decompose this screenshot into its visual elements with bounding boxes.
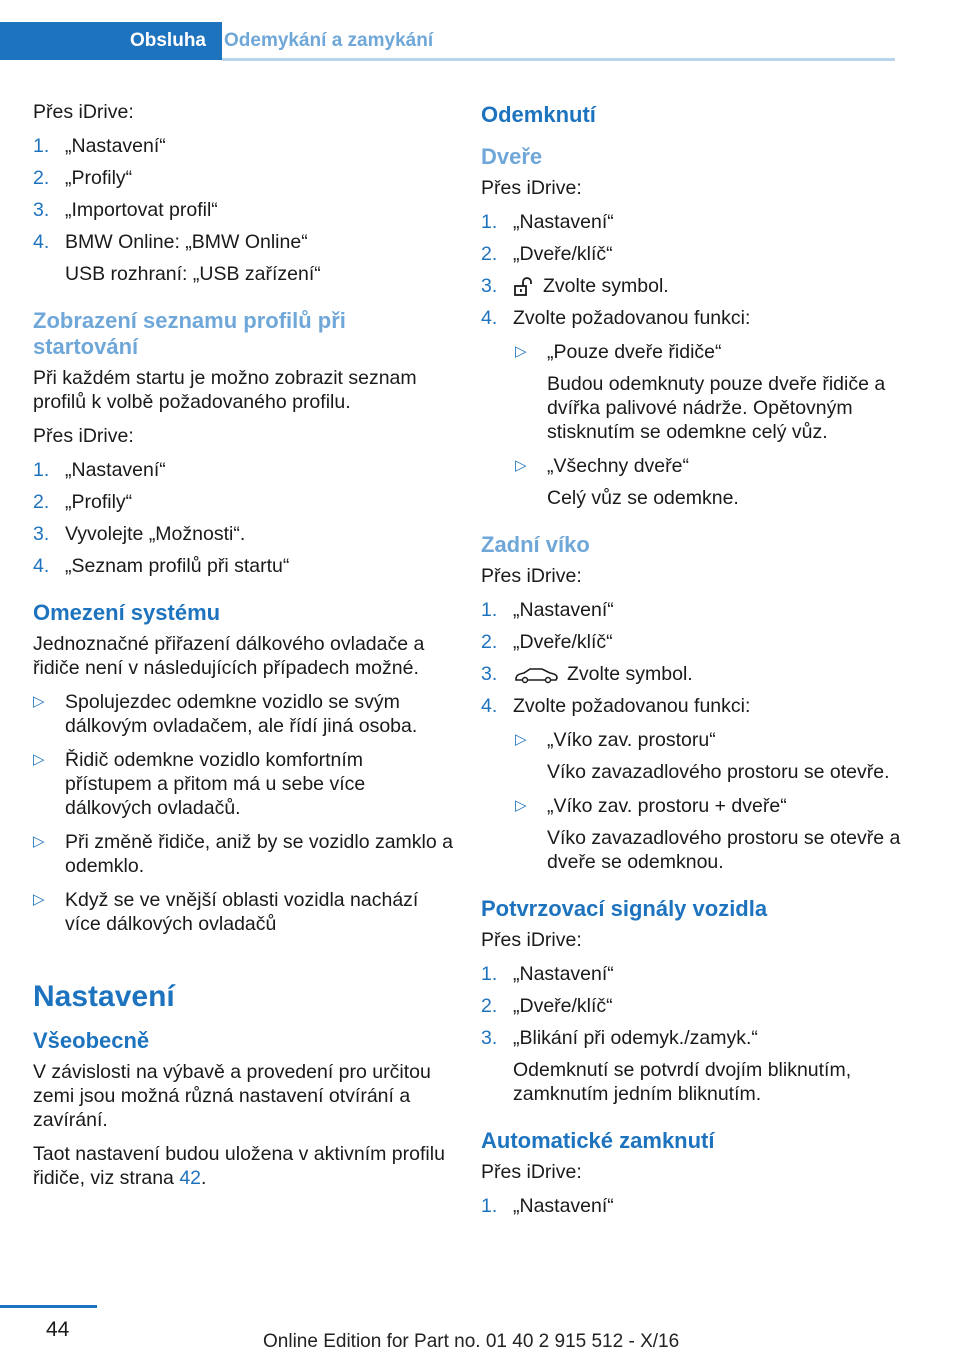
heading-doors: Dveře — [481, 144, 543, 169]
tab-obsluha[interactable] — [0, 22, 222, 60]
right-column — [481, 100, 901, 1228]
list-item: 3. „Blikání při odemyk./zamyk.“ Odemknutí se potvrdí dvojím bliknutím, zamknutím jedním bliknutím. — [481, 1026, 901, 1106]
triangle-bullet-icon: ▷ — [515, 343, 527, 360]
heading-limits: Omezení systému — [33, 600, 221, 625]
list-item: 3. Zvolte symbol. — [481, 275, 669, 297]
list-item: ▷ „Všechny dveře“ Celý vůz se odemkne. — [515, 455, 739, 509]
list-item: ▷ „Pouze dveře řidiče“ Budou odemknuty pouze dveře řidiče a dvířka palivové nádrže. Opětovným stisknutím se odemkne celý vůz. — [515, 341, 886, 443]
list-item: 2. „Dveře/klíč“ — [481, 243, 613, 265]
paragraph: Jednoznačné přiřazení dálkového ovladače a řidiče není v následujících případech možné. — [33, 633, 425, 679]
paragraph: V závislosti na výbavě a provedení pro určitou zemi jsou možná různá nastavení otvírání a zavírání. — [33, 1061, 431, 1131]
list-item: 2. „Dveře/klíč“ — [481, 631, 613, 653]
steps-list — [33, 458, 453, 578]
heading-tailgate: Zadní víko — [481, 532, 590, 557]
triangle-bullet-icon: ▷ — [33, 693, 45, 710]
triangle-bullet-icon: ▷ — [33, 833, 45, 850]
steps-list — [33, 134, 453, 286]
list-item: 1. „Nastavení“ — [481, 599, 614, 621]
heading-unlock: Odemknutí — [481, 102, 596, 127]
list-item: 4. Zvolte požadovanou funkci: — [481, 307, 751, 329]
list-item: ▷ Při změně řidiče, aniž by se vozidlo zamklo a odemklo. — [33, 831, 453, 877]
steps-list — [481, 962, 901, 1106]
list-item: 1. „Nastavení“ — [481, 1195, 614, 1217]
list-item: 1. „Nastavení“ — [481, 211, 614, 233]
paragraph: Přes iDrive: — [481, 1161, 582, 1183]
header-tabs — [0, 0, 895, 60]
list-item: 1. „Nastavení“ — [33, 459, 166, 481]
page-number: 44 — [46, 1318, 70, 1341]
paragraph: Přes iDrive: — [481, 565, 582, 587]
list-item: 1. „Nastavení“ — [481, 963, 614, 985]
list-item: 2. „Profily“ — [33, 491, 133, 513]
bullet-list — [515, 728, 901, 874]
steps-list — [481, 210, 901, 330]
page-number-rule — [0, 1305, 97, 1308]
paragraph: Taot nastavení budou uložena v aktivním profilu řidiče, viz strana 42. — [33, 1143, 445, 1189]
list-item: 2. „Profily“ — [33, 167, 133, 189]
list-item: ▷ Když se ve vnější oblasti vozidla nachází více dálkových ovladačů — [33, 889, 419, 935]
list-item: 2. „Dveře/klíč“ — [481, 995, 613, 1017]
list-sub: USB rozhraní: „USB zařízení“ — [65, 263, 321, 285]
tab-underline — [222, 58, 895, 61]
triangle-bullet-icon: ▷ — [33, 751, 45, 768]
heading-settings: Nastavení — [33, 980, 175, 1013]
heading-profiles: Zobrazení seznamu profilů při startování — [33, 308, 346, 359]
list-item: 3. „Importovat profil“ — [33, 199, 218, 221]
page-link[interactable]: 42 — [179, 1167, 202, 1189]
list-item: 3. Vyvolejte „Možnosti“. — [33, 523, 246, 545]
triangle-bullet-icon: ▷ — [515, 731, 527, 748]
steps-list — [481, 598, 901, 718]
list-item: ▷ Spolujezdec odemkne vozidlo se svým dálkovým ovladačem, ale řídí jiná osoba. — [33, 691, 418, 737]
paragraph: Při každém startu je možno zobrazit seznam profilů k volbě požadovaného profilu. — [33, 367, 417, 413]
list-item: ▷ „Víko zav. prostoru + dveře“ Víko zavazadlového prostoru se otevře a dveře se odemknou. — [515, 795, 901, 873]
car-tailgate-icon — [513, 666, 559, 684]
list-item: 4. Zvolte požadovanou funkci: — [481, 695, 751, 717]
list-item: ▷ Řidič odemkne vozidlo komfortním přístupem a přitom má u sebe více dálkových ovladačů. — [33, 749, 366, 819]
triangle-bullet-icon: ▷ — [33, 891, 45, 908]
bullet-list — [33, 690, 453, 936]
steps-list — [481, 1194, 901, 1218]
triangle-bullet-icon: ▷ — [515, 457, 527, 474]
list-item: 4. „Seznam profilů při startu“ — [33, 555, 290, 577]
heading-general: Všeobecně — [33, 1028, 150, 1053]
tab-odemykani[interactable]: Odemykání a zamykání — [224, 30, 434, 51]
list-item: 3. Zvolte symbol. — [481, 663, 693, 685]
tab-label: Obsluha — [129, 30, 206, 51]
list-item: ▷ „Víko zav. prostoru“ Víko zavazadlového prostoru se otevře. — [515, 729, 890, 783]
left-column — [33, 100, 453, 1200]
paragraph: Přes iDrive: — [481, 929, 582, 951]
paragraph: Přes iDrive: — [33, 425, 134, 447]
list-sub: Odemknutí se potvrdí dvojím bliknutím, zamknutím jedním bliknutím. — [513, 1059, 852, 1105]
triangle-bullet-icon: ▷ — [515, 797, 527, 814]
paragraph: Přes iDrive: — [33, 101, 134, 123]
list-item: 1. „Nastavení“ — [33, 135, 166, 157]
footer-edition: Online Edition for Part no. 01 40 2 915 512 - X/16 — [263, 1331, 680, 1352]
heading-auto-lock: Automatické zamknutí — [481, 1128, 715, 1153]
bullet-list — [515, 340, 901, 510]
paragraph: Přes iDrive: — [481, 177, 582, 199]
unlock-icon — [513, 277, 535, 297]
heading-signals: Potvrzovací signály vozidla — [481, 896, 768, 921]
list-item: 4. BMW Online: „BMW Online“ USB rozhraní: „USB zařízení“ — [33, 230, 453, 286]
